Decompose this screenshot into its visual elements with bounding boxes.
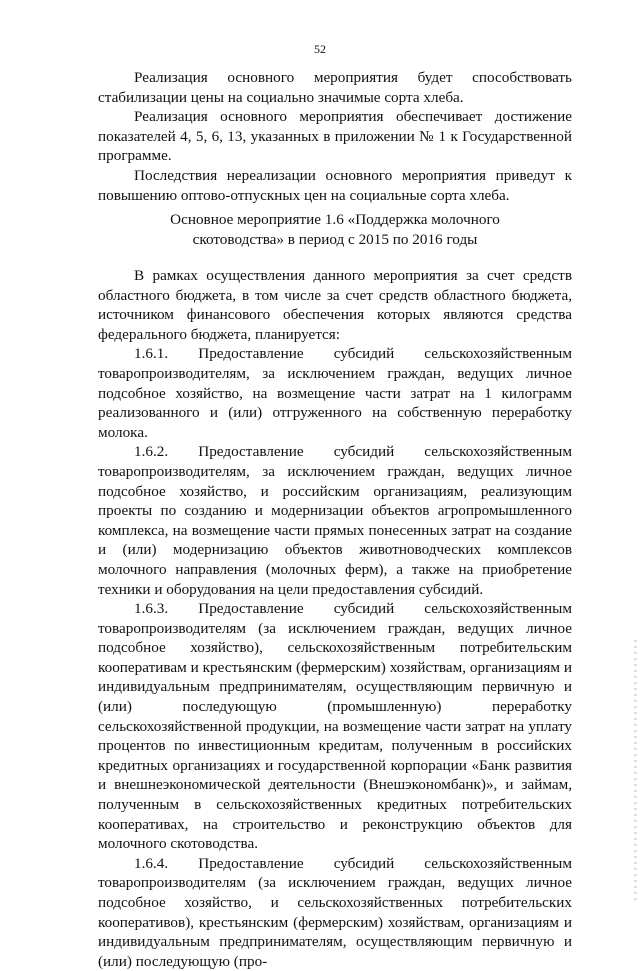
paragraph: 1.6.4. Предоставление субсидий сельскохозяйственным товаропроизводителям (за исключением граждан, ведущих личное подсобное хозяйство, и сельскохозяйственных потребительских кооперативов), крестьянским (фермерским) хозяйствам, организациям и индивидуальным предпринимателям, осуществляющим первичную и (или) последующую (про- [98, 854, 572, 970]
scan-artifact [634, 640, 637, 900]
paragraph: Последствия нереализации основного мероприятия приведут к повышению оптово-отпускных цен на социальные сорта хлеба. [98, 166, 572, 204]
section-heading-line: скотоводства» в период с 2015 по 2016 годы [192, 230, 478, 248]
intro-section [98, 68, 572, 205]
paragraph: Реализация основного мероприятия обеспечивает достижение показателей 4, 5, 6, 13, указанных в приложении № 1 к Государственной программе. [98, 108, 572, 165]
paragraph: В рамках осуществления данного мероприятия за счет средств областного бюджета, в том числе за счет средств областного бюджета, источником финансового обеспечения которых являются средства федерального бюджета, планируется: [98, 267, 572, 343]
body-section [98, 266, 572, 971]
paragraph: 1.6.3. Предоставление субсидий сельскохозяйственным товаропроизводителям (за исключением граждан, ведущих личное подсобное хозяйство), сельскохозяйственным потребительским кооперативам и крестьянским (фермерским) хозяйствам, организациям и индивидуальным предпринимателям, осуществляющим первичную и (или) последующую (промышленную) переработку сельскохозяйственной продукции, на возмещение части затрат на уплату процентов по инвестиционным кредитам, полученным в российских кредитных организациях и государственной корпорации «Банк развития и внешнеэкономической деятельности (Внешэкономбанк)», и займам, полученным в сельскохозяйственных кредитных потребительских кооперативах, на строительство и реконструкцию объектов для молочного скотоводства. [98, 600, 572, 853]
paragraph: 1.6.2. Предоставление субсидий сельскохозяйственным товаропроизводителям, за исключением граждан, ведущих личное подсобное хозяйство, и российским организациям, реализующим проекты по созданию и модернизации объектов агропромышленного комплекса, на возмещение части прямых понесенных затрат на создание и (или) модернизацию объектов животноводческих комплексов молочного направления (молочных ферм), а также на приобретение техники и оборудования на цели предоставления субсидий. [98, 443, 572, 598]
paragraph: Реализация основного мероприятия будет способствовать стабилизации цены на социально значимые сорта хлеба. [98, 69, 572, 106]
page-number: 52 [314, 42, 326, 56]
section-heading-line: Основное мероприятие 1.6 «Поддержка молочного [170, 211, 500, 228]
section-heading [98, 210, 572, 249]
paragraph: 1.6.1. Предоставление субсидий сельскохозяйственным товаропроизводителям, за исключением граждан, ведущих личное подсобное хозяйство, на возмещение части затрат на 1 килограмм реализованного и (или) отгруженного на собственную переработку молока. [98, 345, 572, 441]
